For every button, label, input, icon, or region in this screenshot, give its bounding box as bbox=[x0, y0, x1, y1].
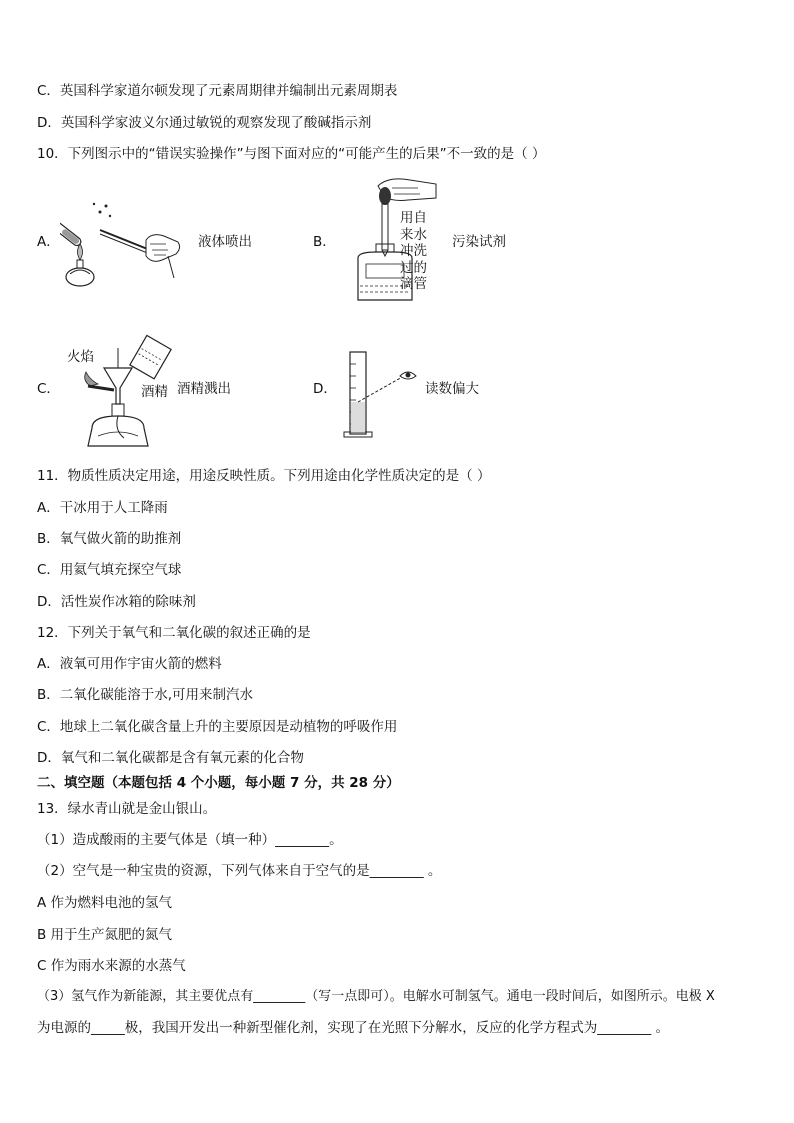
q11-option-c: C．用氦气填充探空气球 bbox=[37, 562, 182, 578]
q10-option-b-label: B． bbox=[313, 234, 336, 250]
q13-part-3-line-2: 为电源的_____极，我国开发出一种新型催化剂，实现了在光照下分解水，反应的化学方程式为________ 。 bbox=[37, 1020, 670, 1036]
q13-part-2: （2）空气是一种宝贵的资源，下列气体来自于空气的是________ 。 bbox=[37, 863, 442, 879]
q13-option-a: A 作为燃料电池的氢气 bbox=[37, 895, 173, 911]
q13-part-3-line-1: （3）氢气作为新能源，其主要优点有________（写一点即可）。电解水可制氢气。通电一段时间后，如图所示。电极 X bbox=[37, 989, 715, 1004]
q10-option-d-figure bbox=[338, 346, 423, 440]
q9-option-c: C．英国科学家道尔顿发现了元素周期律并编制出元素周期表 bbox=[37, 83, 398, 99]
q12-option-d: D．氧气和二氧化碳都是含有氧元素的化合物 bbox=[37, 750, 304, 766]
q10-option-c-alcohol-label: 酒精 bbox=[141, 384, 168, 400]
q10-option-d-caption: 读数偏大 bbox=[425, 381, 479, 397]
q10-option-c-caption: 酒精溅出 bbox=[177, 381, 231, 397]
section-2-heading: 二、填空题（本题包括 4 个小题，每小题 7 分，共 28 分） bbox=[37, 775, 400, 791]
q10-option-a-figure bbox=[60, 192, 185, 292]
q9-option-d: D．英国科学家波义尔通过敏锐的观察发现了酸碱指示剂 bbox=[37, 115, 372, 131]
q11-option-a: A．干冰用于人工降雨 bbox=[37, 500, 168, 516]
q13-option-c: C 作为雨水来源的水蒸气 bbox=[37, 958, 186, 974]
q12-stem: 12．下列关于氧气和二氧化碳的叙述正确的是 bbox=[37, 625, 311, 641]
q12-option-c: C．地球上二氧化碳含量上升的主要原因是动植物的呼吸作用 bbox=[37, 719, 398, 735]
q10-option-d-label: D． bbox=[313, 381, 337, 397]
q12-option-a: A．液氧可用作宇宙火箭的燃料 bbox=[37, 656, 222, 672]
q10-stem: 10．下列图示中的“错误实验操作”与图下面对应的“可能产生的后果”不一致的是（ ） bbox=[37, 146, 546, 162]
q13-stem: 13．绿水青山就是金山银山。 bbox=[37, 801, 217, 817]
q11-option-b: B．氧气做火箭的助推剂 bbox=[37, 531, 182, 547]
q11-option-d: D．活性炭作冰箱的除味剂 bbox=[37, 594, 196, 610]
q10-option-a-label: A． bbox=[37, 234, 60, 250]
q10-option-b-caption: 污染试剂 bbox=[452, 234, 506, 250]
q10-option-c-flame-label: 火焰 bbox=[67, 349, 94, 365]
q11-stem: 11．物质性质决定用途，用途反映性质。下列用途由化学性质决定的是（ ） bbox=[37, 468, 491, 484]
q13-option-b: B 用于生产氮肥的氮气 bbox=[37, 927, 173, 943]
q10-option-a-caption: 液体喷出 bbox=[198, 234, 252, 250]
q13-part-1: （1）造成酸雨的主要气体是（填一种）________。 bbox=[37, 832, 343, 848]
q10-option-b-inset-note: 用自来水冲洗过的滴管 bbox=[400, 210, 427, 292]
q10-option-c-label: C． bbox=[37, 381, 60, 397]
q12-option-b: B．二氧化碳能溶于水,可用来制汽水 bbox=[37, 687, 254, 703]
